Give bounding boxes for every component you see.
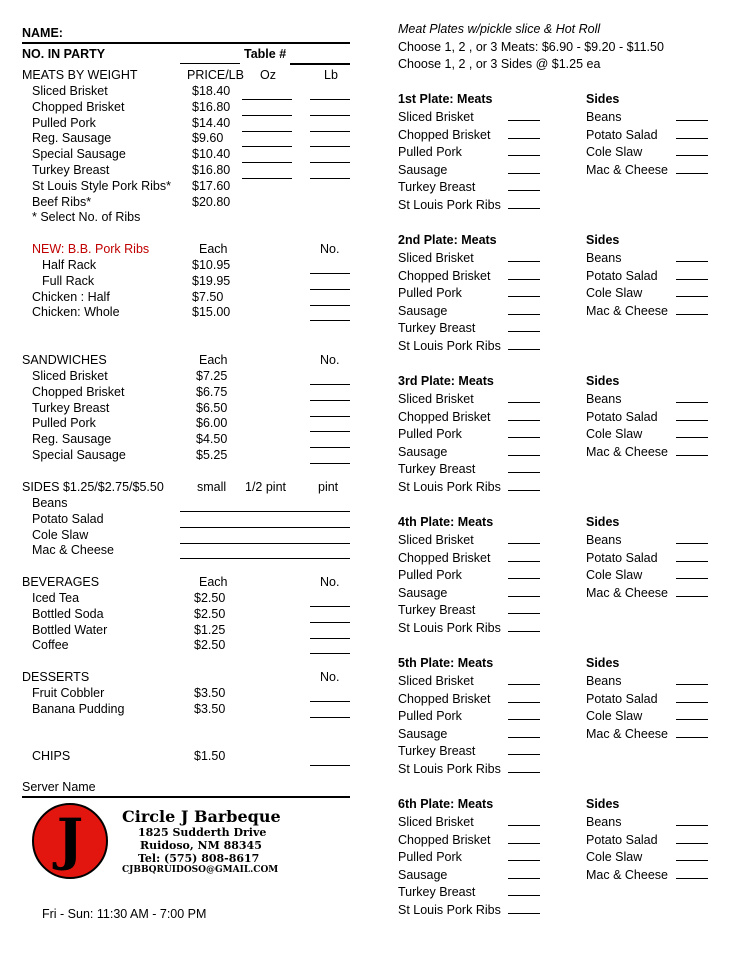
plate-meat-name: Sliced Brisket	[398, 110, 474, 124]
plate-meat-name: Turkey Breast	[398, 885, 476, 900]
business-address-1: 1825 Sudderth Drive	[138, 826, 267, 839]
menu-item-name: Special Sausage	[32, 448, 126, 462]
plate-meat-line[interactable]	[508, 543, 540, 544]
menu-item-name: Iced Tea	[32, 591, 80, 605]
plate-meat-name: Pulled Pork	[398, 286, 462, 301]
plate-side-line[interactable]	[676, 455, 708, 456]
plate-side-line[interactable]	[676, 173, 708, 174]
plate-meat-line[interactable]	[508, 737, 540, 738]
plate-side-line[interactable]	[676, 719, 708, 720]
menu-item-name: Pulled Pork	[32, 115, 96, 130]
business-phone: Tel: (575) 808-8617	[138, 852, 260, 865]
menu-item-price: $3.50	[194, 686, 226, 700]
plate-meat-line[interactable]	[508, 561, 540, 562]
plate-meat-name: Sausage	[398, 585, 448, 600]
no-qty-line[interactable]	[310, 289, 350, 290]
plate-meat-name: Turkey Breast	[398, 603, 476, 618]
plate-meats-heading: 1st Plate: Meats	[398, 92, 493, 106]
lb-qty-line[interactable]	[310, 146, 350, 147]
plate-side-name: Potato Salad	[586, 127, 658, 142]
menu-item-name: St Louis Style Pork Ribs*	[32, 178, 171, 193]
menu-item-price: $16.80	[192, 99, 231, 114]
plate-meat-line[interactable]	[508, 120, 540, 121]
plate-meat-name: Turkey Breast	[398, 462, 476, 477]
plate-meat-name: Sliced Brisket	[398, 815, 474, 829]
name-label: NAME:	[22, 26, 63, 40]
menu-item-name: Chopped Brisket	[32, 384, 125, 399]
no-qty-line[interactable]	[310, 463, 350, 464]
plate-side-name: Mac & Cheese	[586, 303, 668, 318]
plate-sides-heading: Sides	[586, 797, 620, 811]
plate-meat-name: Chopped Brisket	[398, 409, 491, 424]
plate-meat-name: Turkey Breast	[398, 180, 476, 195]
plate-side-line[interactable]	[676, 120, 708, 121]
plate-meat-name: St Louis Pork Ribs	[398, 903, 501, 917]
plate-meat-name: Chopped Brisket	[398, 691, 491, 706]
plate-side-line[interactable]	[676, 878, 708, 879]
plate-side-line[interactable]	[676, 561, 708, 562]
plate-side-line[interactable]	[676, 420, 708, 421]
plate-meat-line[interactable]	[508, 420, 540, 421]
menu-item-name: Sliced Brisket	[32, 84, 108, 98]
plate-side-name: Cole Slaw	[586, 427, 643, 442]
no-qty-line[interactable]	[310, 416, 350, 417]
plate-meat-line[interactable]	[508, 684, 540, 685]
no-qty-line[interactable]	[310, 606, 350, 607]
lb-qty-line[interactable]	[310, 178, 350, 179]
plate-side-name: Cole Slaw	[586, 850, 643, 865]
no-qty-line[interactable]	[310, 447, 350, 448]
plate-meat-name: Chopped Brisket	[398, 550, 491, 565]
oz-qty-line[interactable]	[242, 131, 292, 132]
plate-meat-line[interactable]	[508, 860, 540, 861]
menu-item-price: $2.50	[194, 606, 226, 621]
menu-item-name: Reg. Sausage	[32, 131, 112, 146]
menu-item-name: Full Rack	[42, 273, 95, 288]
plate-side-name: Mac & Cheese	[586, 444, 668, 459]
plate-meat-name: Sliced Brisket	[398, 251, 474, 265]
menu-item-price: $2.50	[194, 591, 226, 605]
menu-item-price: $2.50	[194, 638, 226, 653]
pork-ribs-title: NEW: B.B. Pork Ribs	[32, 242, 150, 256]
plate-sides-heading: Sides	[586, 92, 620, 106]
plate-side-line[interactable]	[676, 402, 708, 403]
plate-meat-line[interactable]	[508, 913, 540, 914]
plate-sides-heading: Sides	[586, 233, 620, 247]
no-qty-line[interactable]	[310, 701, 350, 702]
side-qty-line[interactable]	[180, 527, 350, 528]
no-qty-line[interactable]	[310, 622, 350, 623]
plate-meat-line[interactable]	[508, 702, 540, 703]
pork-ribs-no-header: No.	[320, 242, 340, 256]
plate-meat-name: St Louis Pork Ribs	[398, 339, 501, 353]
plate-meat-name: Sausage	[398, 444, 448, 459]
beverages-each-header: Each	[199, 575, 228, 589]
menu-item-name: Bottled Water	[32, 622, 108, 637]
menu-item-price: $10.40	[192, 147, 231, 162]
plate-side-line[interactable]	[676, 702, 708, 703]
menu-item-price: $16.80	[192, 163, 231, 177]
ribs-note: * Select No. of Ribs	[32, 210, 141, 224]
sides-pint-header: pint	[318, 480, 339, 494]
plate-side-line[interactable]	[676, 843, 708, 844]
plate-side-name: Cole Slaw	[586, 709, 643, 724]
plate-meat-name: Sausage	[398, 867, 448, 882]
menu-item-price: $7.25	[196, 369, 228, 383]
plate-meat-line[interactable]	[508, 613, 540, 614]
plate-meat-name: St Louis Pork Ribs	[398, 762, 501, 776]
plate-side-name: Beans	[586, 110, 622, 124]
plate-meat-name: Turkey Breast	[398, 321, 476, 336]
plate-side-name: Potato Salad	[586, 268, 658, 283]
menu-item-name: Fruit Cobbler	[32, 686, 105, 700]
plate-side-line[interactable]	[676, 578, 708, 579]
sandwiches-no-header: No.	[320, 353, 340, 367]
no-qty-line[interactable]	[310, 431, 350, 432]
plate-side-name: Potato Salad	[586, 409, 658, 424]
plate-side-line[interactable]	[676, 314, 708, 315]
plate-side-name: Beans	[586, 533, 622, 547]
menu-item-price: $19.95	[192, 273, 231, 288]
plate-meat-line[interactable]	[508, 631, 540, 632]
menu-item-name: Chicken: Whole	[32, 305, 120, 320]
beverages-title: BEVERAGES	[22, 575, 100, 589]
plate-side-name: Beans	[586, 815, 622, 829]
chips-no-line[interactable]	[310, 765, 350, 766]
plate-sides-heading: Sides	[586, 374, 620, 388]
menu-item-name: Chopped Brisket	[32, 99, 125, 114]
menu-item-price: $14.40	[192, 115, 231, 130]
lb-qty-line[interactable]	[310, 99, 350, 100]
business-address-2: Ruidoso, NM 88345	[140, 839, 262, 852]
menu-item-name: Beef Ribs*	[32, 194, 92, 209]
sandwiches-title: SANDWICHES	[22, 353, 107, 367]
menu-item-price: $9.60	[192, 131, 224, 146]
beverages-no-header: No.	[320, 575, 340, 589]
menu-item-name: Turkey Breast	[32, 163, 110, 177]
lb-qty-line[interactable]	[310, 131, 350, 132]
plate-meat-line[interactable]	[508, 314, 540, 315]
plate-meats-heading: 5th Plate: Meats	[398, 656, 494, 670]
plate-side-name: Beans	[586, 674, 622, 688]
plate-side-line[interactable]	[676, 155, 708, 156]
plate-meat-name: St Louis Pork Ribs	[398, 480, 501, 494]
sides-half-pint-header: 1/2 pint	[245, 480, 287, 494]
plate-meats-heading: 3rd Plate: Meats	[398, 374, 494, 388]
plate-meat-name: Pulled Pork	[398, 709, 462, 724]
menu-item-price: $6.75	[196, 384, 228, 399]
plate-side-name: Mac & Cheese	[586, 726, 668, 741]
menu-item-price: $6.00	[196, 416, 228, 431]
menu-item-price: $18.40	[192, 84, 231, 98]
no-qty-line[interactable]	[310, 273, 350, 274]
business-name: Circle J Barbeque	[122, 807, 281, 826]
plate-side-line[interactable]	[676, 296, 708, 297]
menu-item-price: $1.25	[194, 622, 226, 637]
table-label: Table #	[244, 47, 287, 61]
menu-item-price: $17.60	[192, 178, 231, 193]
plate-meat-name: Sausage	[398, 726, 448, 741]
oz-col-header: Oz	[260, 68, 276, 82]
business-email: CJBBQRUIDOSO@GMAIL.COM	[122, 865, 279, 875]
plate-side-name: Cole Slaw	[586, 568, 643, 583]
side-qty-line[interactable]	[180, 511, 350, 512]
table-field-line[interactable]	[290, 63, 350, 65]
plate-meat-line[interactable]	[508, 455, 540, 456]
sides-title: SIDES $1.25/$2.75/$5.50	[22, 480, 164, 494]
plate-meat-line[interactable]	[508, 190, 540, 191]
plate-meat-name: Turkey Breast	[398, 744, 476, 759]
plates-side-pricing: Choose 1, 2 , or 3 Sides @ $1.25 ea	[398, 57, 601, 71]
plate-meat-name: Sliced Brisket	[398, 674, 474, 688]
side-qty-line[interactable]	[180, 558, 350, 559]
plate-side-name: Mac & Cheese	[586, 162, 668, 177]
no-qty-line[interactable]	[310, 305, 350, 306]
plate-meat-line[interactable]	[508, 754, 540, 755]
oz-qty-line[interactable]	[242, 178, 292, 179]
desserts-title: DESSERTS	[22, 670, 90, 684]
circle-j-logo	[32, 803, 108, 879]
plate-meat-line[interactable]	[508, 895, 540, 896]
plate-meat-name: Pulled Pork	[398, 427, 462, 442]
meats-by-weight-title: MEATS BY WEIGHT	[22, 68, 138, 82]
plate-meat-name: Pulled Pork	[398, 568, 462, 583]
side-item-name: Beans	[32, 496, 68, 510]
plate-side-name: Potato Salad	[586, 832, 658, 847]
plate-side-name: Potato Salad	[586, 550, 658, 565]
no-qty-line[interactable]	[310, 653, 350, 654]
plate-sides-heading: Sides	[586, 515, 620, 529]
menu-item-name: Chicken : Half	[32, 289, 110, 304]
plate-meat-line[interactable]	[508, 578, 540, 579]
menu-item-name: Half Rack	[42, 258, 97, 272]
plate-meat-line[interactable]	[508, 331, 540, 332]
plate-meat-line[interactable]	[508, 155, 540, 156]
plate-side-name: Potato Salad	[586, 691, 658, 706]
name-field-line[interactable]	[22, 42, 350, 44]
plate-side-line[interactable]	[676, 138, 708, 139]
plate-side-name: Mac & Cheese	[586, 585, 668, 600]
chips-price: $1.50	[194, 749, 226, 763]
plate-meat-line[interactable]	[508, 843, 540, 844]
no-qty-line[interactable]	[310, 384, 350, 385]
plate-side-name: Beans	[586, 251, 622, 265]
plate-meat-line[interactable]	[508, 472, 540, 473]
side-item-name: Potato Salad	[32, 511, 104, 526]
plate-side-name: Cole Slaw	[586, 286, 643, 301]
plate-meats-heading: 2nd Plate: Meats	[398, 233, 497, 247]
plate-meat-line[interactable]	[508, 279, 540, 280]
plate-meat-name: St Louis Pork Ribs	[398, 198, 501, 212]
menu-item-name: Bottled Soda	[32, 606, 104, 621]
plate-side-line[interactable]	[676, 825, 708, 826]
menu-item-name: Special Sausage	[32, 147, 126, 162]
plate-meat-line[interactable]	[508, 719, 540, 720]
pork-ribs-each-header: Each	[199, 242, 228, 256]
menu-item-price: $3.50	[194, 701, 226, 716]
chips-name: CHIPS	[32, 749, 71, 763]
sides-small-header: small	[197, 480, 227, 494]
menu-item-price: $6.50	[196, 400, 228, 415]
oz-qty-line[interactable]	[242, 146, 292, 147]
desserts-no-header: No.	[320, 670, 340, 684]
no-qty-line[interactable]	[310, 717, 350, 718]
business-hours: Fri - Sun: 11:30 AM - 7:00 PM	[42, 907, 207, 921]
plate-meat-name: Sliced Brisket	[398, 533, 474, 547]
menu-item-price: $10.95	[192, 258, 231, 272]
plate-meat-line[interactable]	[508, 596, 540, 597]
plate-side-line[interactable]	[676, 279, 708, 280]
plate-meat-line[interactable]	[508, 208, 540, 209]
lb-qty-line[interactable]	[310, 162, 350, 163]
plates-meat-pricing: Choose 1, 2 , or 3 Meats: $6.90 - $9.20 - $11.50	[398, 40, 664, 54]
lb-col-header: Lb	[324, 68, 338, 82]
plate-meat-line[interactable]	[508, 490, 540, 491]
plate-meat-line[interactable]	[508, 138, 540, 139]
menu-item-name: Reg. Sausage	[32, 432, 112, 447]
plate-meat-line[interactable]	[508, 349, 540, 350]
plate-side-name: Mac & Cheese	[586, 867, 668, 882]
party-field-line[interactable]	[180, 63, 240, 64]
no-qty-line[interactable]	[310, 320, 350, 321]
plate-side-line[interactable]	[676, 684, 708, 685]
plate-meat-line[interactable]	[508, 825, 540, 826]
menu-item-name: Sliced Brisket	[32, 369, 108, 383]
plate-meat-line[interactable]	[508, 402, 540, 403]
plate-meat-name: Pulled Pork	[398, 145, 462, 160]
plate-meat-name: Sliced Brisket	[398, 392, 474, 406]
plate-meat-name: Pulled Pork	[398, 850, 462, 865]
plate-meat-name: Chopped Brisket	[398, 832, 491, 847]
plate-meat-line[interactable]	[508, 296, 540, 297]
menu-item-price: $15.00	[192, 305, 231, 320]
menu-item-price: $7.50	[192, 289, 224, 304]
no-qty-line[interactable]	[310, 400, 350, 401]
plate-sides-heading: Sides	[586, 656, 620, 670]
logo-letter: J	[56, 807, 84, 873]
plate-side-line[interactable]	[676, 596, 708, 597]
side-qty-line[interactable]	[180, 543, 350, 544]
plate-meat-line[interactable]	[508, 878, 540, 879]
plate-meat-name: Sausage	[398, 303, 448, 318]
menu-item-name: Turkey Breast	[32, 400, 110, 415]
oz-qty-line[interactable]	[242, 115, 292, 116]
plate-side-line[interactable]	[676, 437, 708, 438]
server-name-label: Server Name	[22, 780, 96, 794]
menu-item-price: $20.80	[192, 194, 231, 209]
plate-meat-name: St Louis Pork Ribs	[398, 621, 501, 635]
plate-meat-name: Chopped Brisket	[398, 127, 491, 142]
menu-item-name: Banana Pudding	[32, 701, 125, 716]
lb-qty-line[interactable]	[310, 115, 350, 116]
oz-qty-line[interactable]	[242, 162, 292, 163]
side-item-name: Cole Slaw	[32, 527, 89, 542]
menu-item-name: Pulled Pork	[32, 416, 96, 431]
plate-meat-line[interactable]	[508, 173, 540, 174]
plate-meat-name: Sausage	[398, 162, 448, 177]
plate-side-name: Cole Slaw	[586, 145, 643, 160]
sandwiches-each-header: Each	[199, 353, 228, 367]
price-col-header: PRICE/LB	[187, 68, 244, 82]
menu-item-price: $5.25	[196, 448, 228, 462]
plate-side-name: Beans	[586, 392, 622, 406]
plate-side-line[interactable]	[676, 543, 708, 544]
plate-meat-line[interactable]	[508, 772, 540, 773]
plate-meat-name: Chopped Brisket	[398, 268, 491, 283]
plate-side-line[interactable]	[676, 860, 708, 861]
server-name-line[interactable]	[22, 796, 350, 798]
plates-title: Meat Plates w/pickle slice & Hot Roll	[398, 22, 601, 36]
plate-meats-heading: 4th Plate: Meats	[398, 515, 494, 529]
menu-item-price: $4.50	[196, 432, 228, 447]
side-item-name: Mac & Cheese	[32, 543, 114, 558]
plate-side-line[interactable]	[676, 261, 708, 262]
plate-meat-line[interactable]	[508, 437, 540, 438]
plate-side-line[interactable]	[676, 737, 708, 738]
plate-meats-heading: 6th Plate: Meats	[398, 797, 494, 811]
plate-meat-line[interactable]	[508, 261, 540, 262]
oz-qty-line[interactable]	[242, 99, 292, 100]
menu-item-name: Coffee	[32, 638, 69, 653]
no-qty-line[interactable]	[310, 638, 350, 639]
party-label: NO. IN PARTY	[22, 47, 106, 61]
